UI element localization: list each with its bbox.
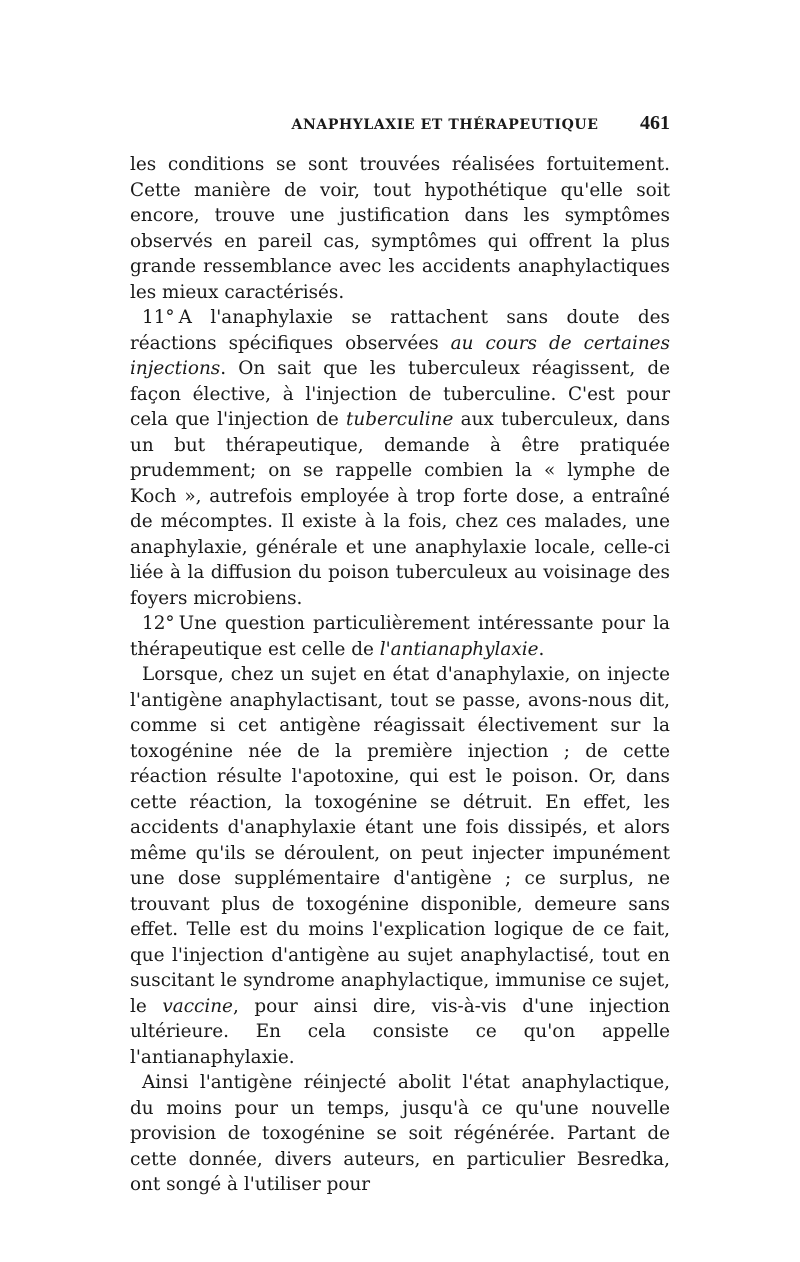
paragraph-text: aux tuberculeux, dans un but thérapeutique, demande à être pratiquée prudemment; on se rappelle combien la « lymphe de Koch », autrefois employée à trop forte dose, a entraîné de mécomptes. Il existe à la fois, chez ces malades, une anaphylaxie, générale et une anaphylaxie locale, celle-ci liée à la diffusion du poison tuberculeux au voisinage des foyers microbiens. — [130, 409, 671, 609]
paragraph-item-11 — [130, 305, 670, 611]
item-number: 12° — [142, 613, 175, 634]
paragraph-text: . On sait que les tuberculeux réagissent, de façon élective, à l'injection de tuberculine. C'est pour cela que l'injection de — [130, 358, 670, 430]
paragraph-text: A l'anaphylaxie se rattachent sans doute des réactions spécifiques observées — [130, 307, 670, 354]
running-title: ANAPHYLAXIE ET THÉRAPEUTIQUE — [291, 117, 599, 133]
paragraph-text: Lorsque, chez un sujet en état d'anaphylaxie, on injecte l'antigène anaphylactisant, tout se passe, avons-nous dit, comme si cet antigène réagissait électivement sur la toxogénine née de la première injection ; de cette réaction résulte l'apotoxine, qui est le poison. Or, dans cette réaction, la toxogénine se détruit. En effet, les accidents d'anaphylaxie étant une fois dissipés, et alors même qu'ils se déroulent, on peut injecter impunément une dose supplémentaire d'antigène ; ce surplus, ne trouvant plus de toxogénine disponible, demeure sans effet. Telle est du moins l'explication logique de ce fait, que l'injection d'antigène au sujet anaphylactisé, tout en suscitant le syndrome anaphylactique, immunise ce sujet, le — [130, 664, 670, 1017]
italic-phrase: au cours de certaines injections — [130, 332, 670, 379]
body-text — [130, 152, 670, 1198]
paragraph-text: Une question particulièrement intéressante pour la thérapeutique est celle de — [130, 613, 670, 660]
paragraph-continuation: les conditions se sont trouvées réalisées fortuitement. Cette manière de voir, tout hypothétique qu'elle soit encore, trouve une justification dans les symptômes observés en pareil cas, symptômes qui offrent la plus grande ressemblance avec les accidents anaphylactiques les mieux caractérisés. — [130, 154, 670, 303]
italic-phrase: tuberculine — [346, 409, 454, 430]
page-header — [130, 112, 670, 152]
paragraph-item-12 — [130, 611, 670, 662]
paragraph-text: , pour ainsi dire, vis-à-vis d'une injection ultérieure. En cela consiste ce qu'on appelle l'antianaphylaxie. — [130, 995, 670, 1068]
item-number: 11° — [142, 307, 175, 328]
paragraph-ainsi: Ainsi l'antigène réinjecté abolit l'état anaphylactique, du moins pour un temps, jusqu'à ce qu'une nouvelle provision de toxogénine se soit régénérée. Partant de cette donnée, divers auteurs, en particulier Besredka, ont songé à l'utiliser pour — [130, 1072, 670, 1195]
paragraph-antianaphylaxie — [130, 662, 670, 1070]
paragraph-text: . — [538, 638, 545, 660]
page-number: 461 — [640, 112, 670, 134]
book-page — [130, 112, 670, 1198]
italic-phrase: l'antianaphylaxie — [379, 638, 539, 660]
italic-phrase: vaccine — [162, 995, 233, 1017]
